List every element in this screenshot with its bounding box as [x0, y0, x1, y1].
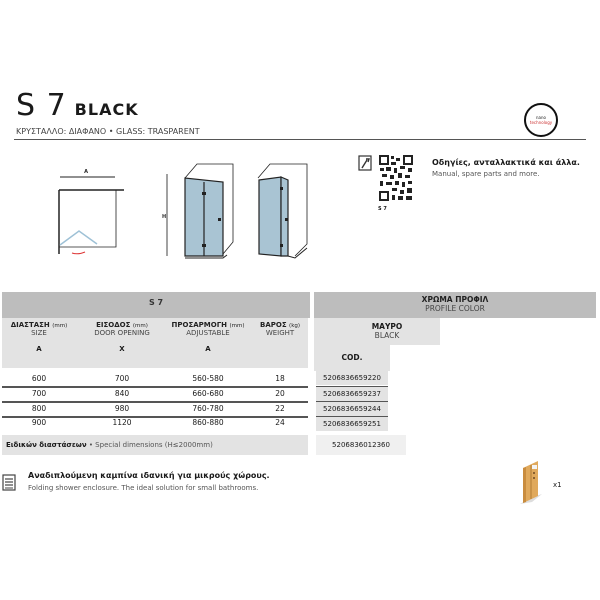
col-size-english: SIZE	[31, 329, 47, 337]
badge-line1: nano	[536, 115, 546, 120]
col-adj-unit: (mm)	[229, 323, 245, 329]
col-size-greek: ΔΙΑΣΤΑΣΗ	[10, 321, 50, 329]
table-row	[2, 401, 302, 415]
qr-code-icon[interactable]	[378, 154, 414, 204]
table-row	[2, 386, 302, 400]
cell-weight: 18	[275, 374, 285, 383]
col-weight-unit: (kg)	[289, 323, 301, 329]
table-title-band	[2, 292, 310, 318]
table-row	[2, 371, 302, 385]
profile-title-greek: ΧΡΩΜΑ ΠΡΟΦΙΛ	[421, 295, 489, 304]
header-divider	[14, 139, 586, 140]
profile-title-english: PROFILE COLOR	[425, 304, 485, 313]
product-title	[16, 88, 139, 123]
cell-size: 700	[31, 389, 47, 398]
manual-greek: Οδηγίες, ανταλλακτικά και άλλα.	[432, 158, 580, 167]
cell-size: 900	[31, 418, 47, 427]
col-weight-english: WEIGHT	[265, 329, 295, 337]
package-quantity: x1	[553, 481, 562, 489]
dimension-a-label: A	[84, 169, 88, 175]
cell-door: 1120	[112, 418, 132, 427]
floor-plan-diagram	[40, 165, 140, 275]
cell-adjustable: 660-680	[192, 389, 224, 398]
table-row	[2, 415, 302, 429]
col-size-unit: (mm)	[52, 323, 68, 329]
product-code: 5206836659237	[316, 387, 388, 401]
description-greek: Αναδιπλούμενη καμπίνα ιδανική για μικρούς χώρους.	[28, 471, 270, 480]
col-adj-symbol: A	[205, 345, 211, 353]
glass-spec: ΚΡΥΣΤΑΛΛΟ: ΔΙΑΦΑΝΟ • GLASS: TRASPARENT	[16, 127, 200, 136]
dimension-h-label: H	[162, 214, 167, 220]
code-header: COD.	[314, 345, 390, 371]
wrench-icon	[358, 155, 372, 171]
column-size	[2, 321, 76, 353]
cell-adjustable: 560-580	[192, 374, 224, 383]
col-door-english: DOOR OPENING	[94, 329, 150, 337]
shower-enclosure-diagram	[155, 160, 315, 275]
special-english: • Special dimensions (H≤2000mm)	[88, 441, 213, 449]
col-weight-greek: ΒΑΡΟΣ	[259, 321, 287, 329]
nano-technology-badge	[524, 103, 558, 137]
product-code: 5206836659251	[316, 417, 388, 431]
column-door-opening	[82, 321, 162, 353]
color-greek: ΜΑΥΡΟ	[371, 322, 403, 331]
column-adjustable	[162, 321, 254, 353]
table-title: S 7	[148, 298, 164, 307]
description-english: Folding shower enclosure. The ideal solution for small bathrooms.	[28, 484, 259, 492]
cell-door: 700	[114, 374, 130, 383]
col-size-symbol: A	[36, 345, 42, 353]
cell-weight: 20	[275, 389, 285, 398]
cell-size: 600	[31, 374, 47, 383]
col-door-unit: (mm)	[132, 323, 148, 329]
cell-weight: 24	[275, 418, 285, 427]
col-adj-greek: ΠΡΟΣΑΡΜΟΓΗ	[171, 321, 228, 329]
special-code: 5206836012360	[316, 435, 406, 455]
col-door-greek: ΕΙΣΟΔΟΣ	[96, 321, 131, 329]
package-box-icon	[516, 458, 546, 508]
variant-name: BLACK	[74, 100, 139, 119]
profile-color-header	[314, 292, 596, 318]
qr-label: S 7	[378, 206, 387, 212]
column-weight	[254, 321, 306, 337]
col-door-symbol: X	[119, 345, 125, 353]
cell-adjustable: 860-880	[192, 418, 224, 427]
manual-info	[432, 158, 580, 178]
col-adj-english: ADJUSTABLE	[186, 329, 230, 337]
product-code: 5206836659244	[316, 402, 388, 416]
product-description	[28, 471, 270, 492]
model-name: S 7	[16, 88, 67, 123]
profile-color-black	[314, 318, 440, 345]
cell-adjustable: 760-780	[192, 404, 224, 413]
product-code: 5206836659220	[316, 371, 388, 385]
cell-door: 840	[114, 389, 130, 398]
badge-line2: technology	[529, 120, 553, 125]
color-english: BLACK	[374, 331, 400, 340]
cell-door: 980	[114, 404, 130, 413]
cell-size: 800	[31, 404, 47, 413]
special-dimensions-row	[2, 435, 308, 455]
document-icon	[2, 474, 16, 491]
cell-weight: 22	[275, 404, 285, 413]
manual-english: Manual, spare parts and more.	[432, 170, 540, 178]
special-greek: Ειδικών διαστάσεων	[6, 441, 87, 449]
